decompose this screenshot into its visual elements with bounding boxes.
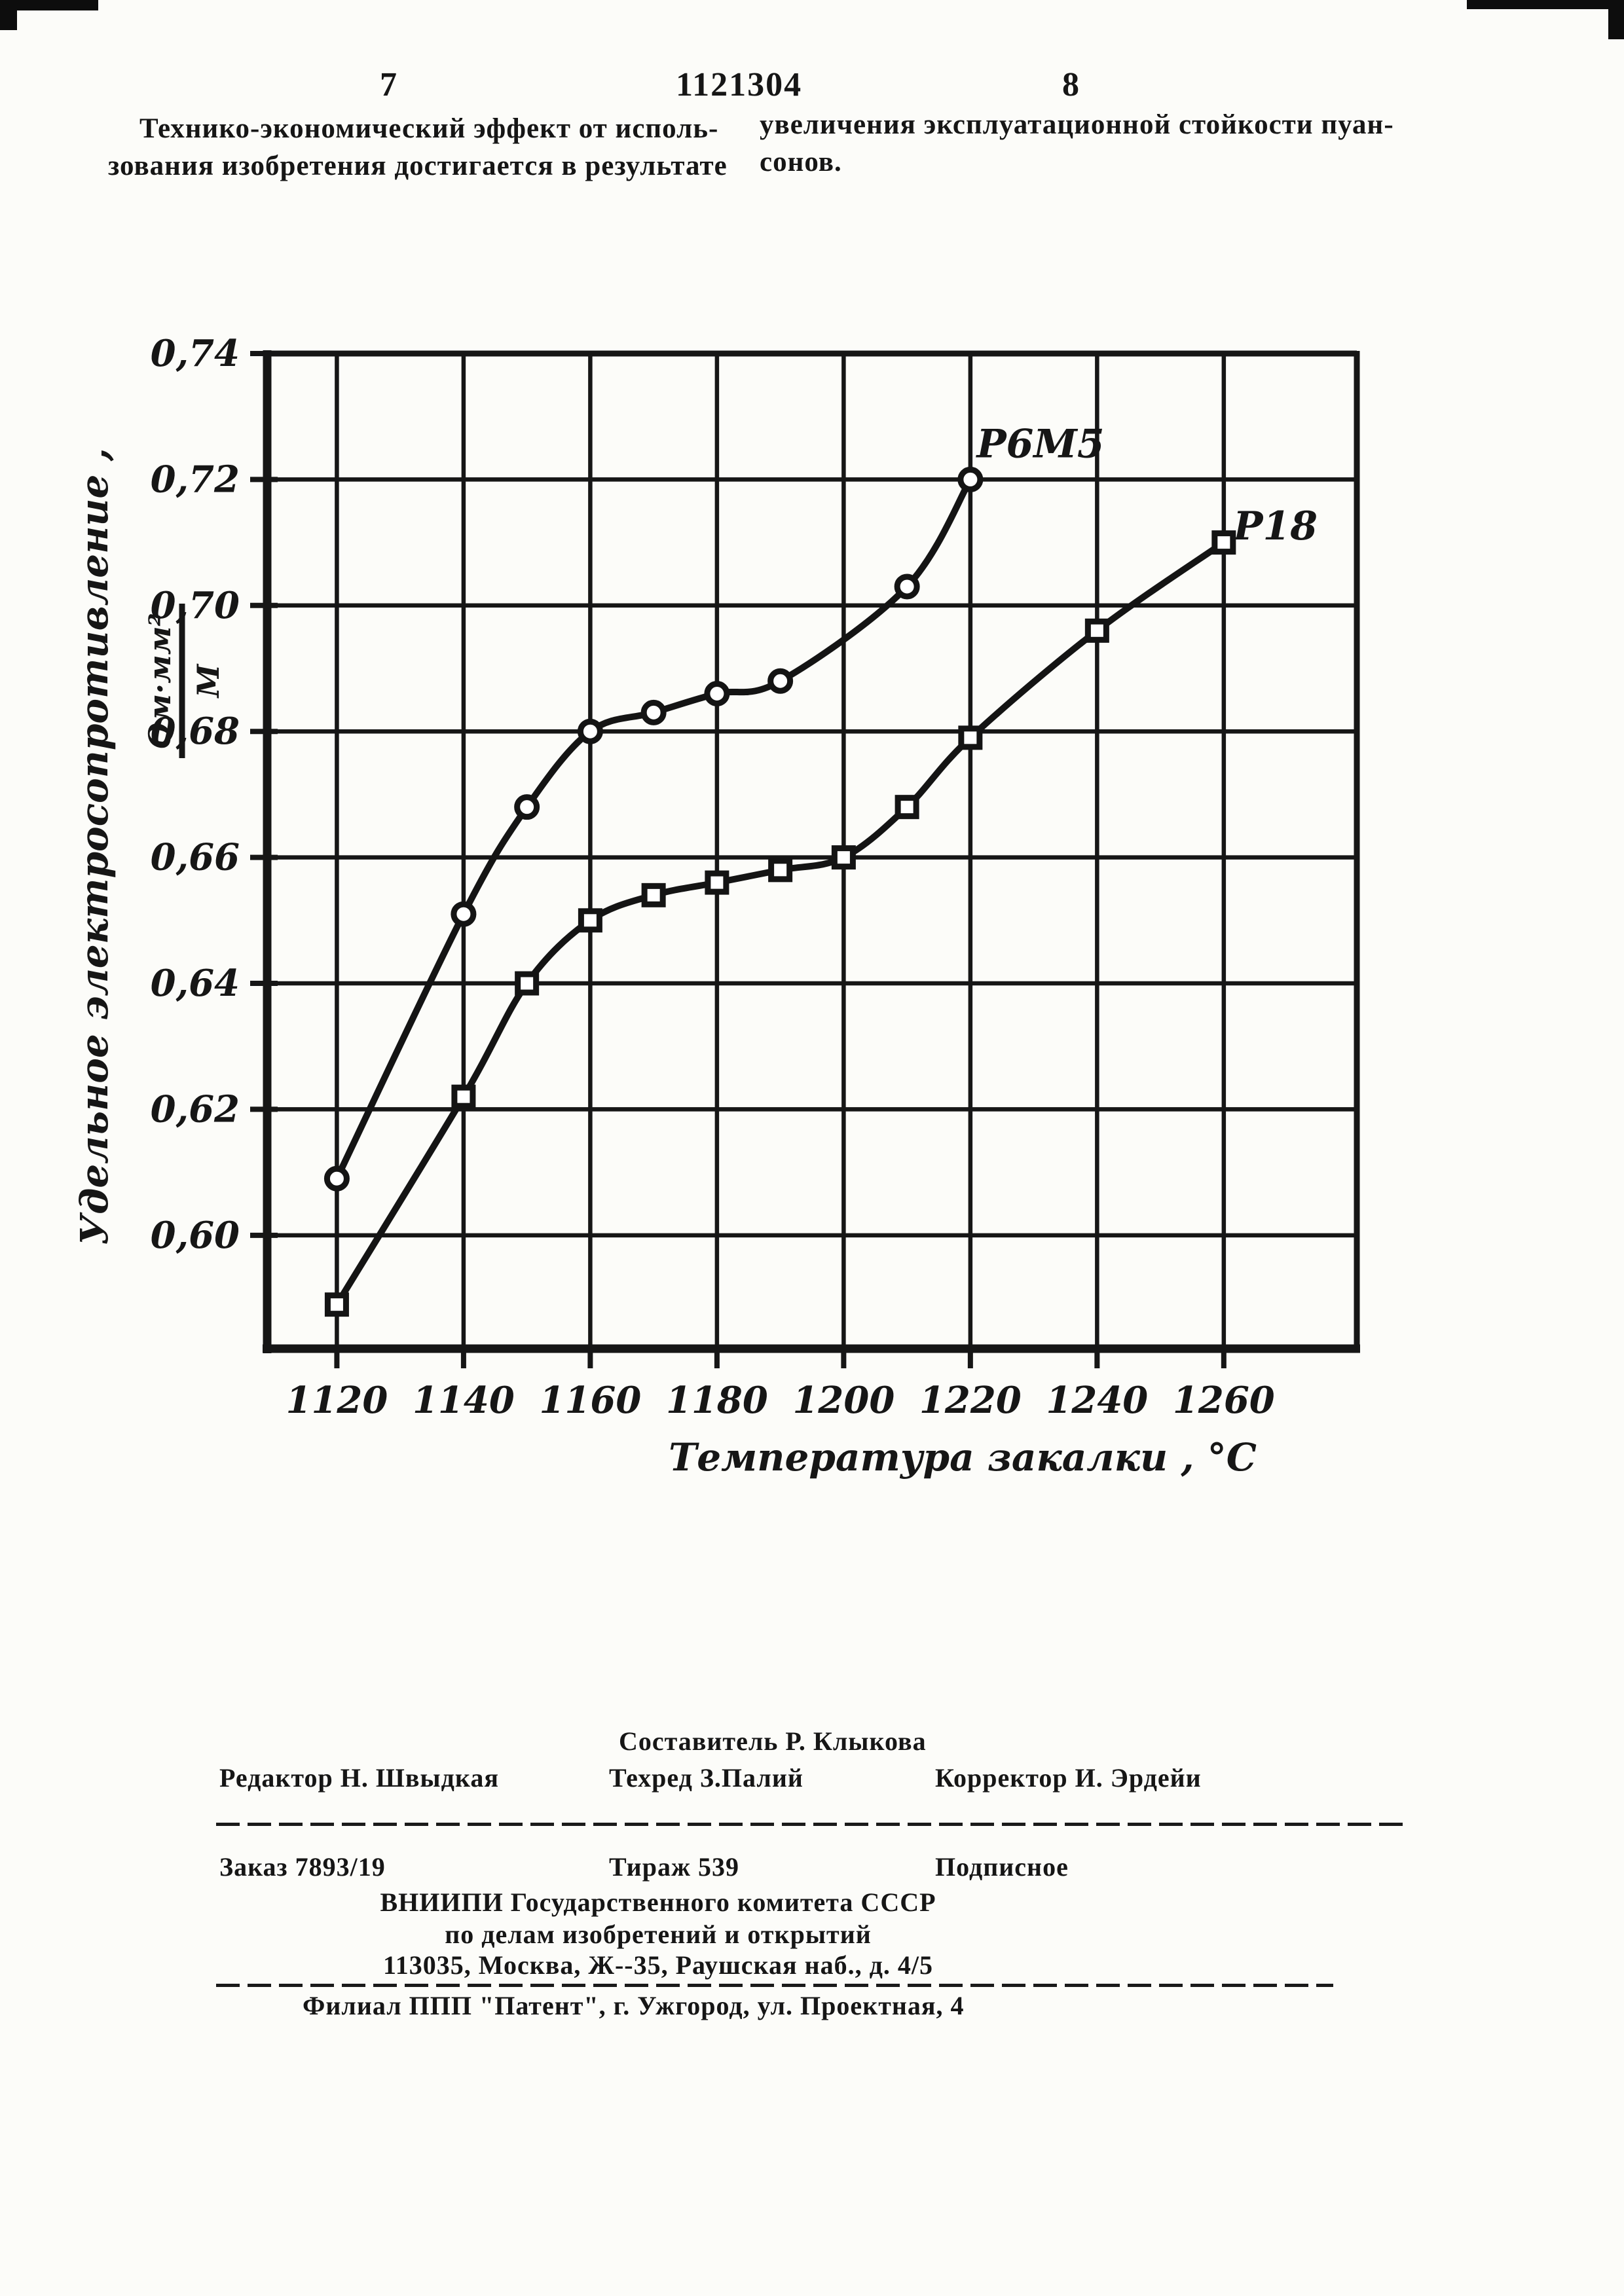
y-tick-label: 0,68 [150, 710, 240, 754]
patent-number: 1121304 [676, 66, 803, 103]
series-curve-p6m5 [337, 479, 970, 1178]
data-point-circle [897, 577, 917, 596]
y-tick-label: 0,66 [150, 835, 240, 879]
editor-credit: Редактор Н. Швыдкая [219, 1763, 499, 1793]
data-point-circle [961, 469, 980, 489]
series-label-p18: Р18 [1233, 503, 1318, 549]
data-point-square [644, 886, 663, 904]
y-tick-label: 0,70 [150, 583, 240, 627]
right-column-text [760, 106, 1394, 181]
print-run: Тираж 539 [609, 1852, 739, 1882]
data-point-circle [644, 702, 663, 722]
series-label-p6m5: Р6М5 [976, 421, 1105, 467]
org-dept-line: по делам изобретений и открытий [445, 1920, 872, 1949]
data-point-square [581, 911, 599, 930]
x-tick-label: 1120 [286, 1379, 388, 1422]
x-tick-label: 1260 [1172, 1379, 1275, 1422]
data-point-square [518, 974, 536, 993]
y-tick-label: 0,72 [150, 458, 240, 501]
x-tick-label: 1200 [792, 1379, 895, 1422]
data-point-square [898, 798, 916, 816]
divider-rule [216, 1984, 1333, 1987]
y-tick-labels [151, 332, 240, 1257]
data-point-square [961, 729, 980, 747]
techred-credit: Техред З.Палий [609, 1763, 803, 1793]
scan-artifact [1608, 0, 1624, 39]
paragraph-line: увеличения эксплуатационной стойкости пуан- [760, 109, 1394, 140]
paragraph-line: зования изобретения достигается в результате [108, 151, 728, 181]
paragraph-line: Технико-экономический эффект от исполь- [139, 113, 719, 144]
data-point-square [327, 1296, 346, 1314]
x-tick-label: 1140 [412, 1379, 515, 1422]
order-number: Заказ 7893/19 [219, 1852, 386, 1882]
y-tick-label: 0,60 [150, 1213, 240, 1257]
data-point-square [771, 861, 790, 879]
y-tick-label: 0,64 [150, 962, 240, 1006]
divider-rule [216, 1823, 1409, 1826]
scan-artifact [1467, 0, 1624, 9]
figure-area [39, 288, 1519, 1512]
chart-gridlines [267, 351, 1357, 1349]
series-labels [976, 422, 1318, 549]
scan-artifact [0, 0, 17, 30]
data-point-square [834, 848, 853, 867]
data-point-square [708, 873, 726, 892]
right-page-number: 8 [1062, 66, 1080, 103]
resistivity-vs-temperature-chart [39, 288, 1519, 1512]
unit-denominator: М [191, 664, 226, 698]
branch-line: Филиал ППП "Патент", г. Ужгород, ул. Проектная, 4 [303, 1991, 965, 2020]
x-tick-label: 1160 [539, 1379, 642, 1422]
org-name-line: ВНИИПИ Государственного комитета СССР [380, 1887, 936, 1917]
x-axis-title: Температура закалки , °С [669, 1435, 1257, 1480]
data-point-square [1088, 621, 1106, 640]
y-tick-label: 0,74 [150, 332, 240, 375]
data-point-circle [454, 904, 473, 924]
data-point-square [1215, 534, 1233, 552]
left-column-text [108, 110, 728, 185]
left-page-number: 7 [380, 66, 398, 103]
data-point-circle [517, 797, 537, 817]
paragraph-line: сонов. [760, 147, 842, 177]
y-tick-label: 0,62 [150, 1087, 240, 1131]
compiler-credit: Составитель Р. Клыкова [619, 1726, 927, 1756]
x-tick-label: 1240 [1046, 1379, 1149, 1422]
data-point-square [454, 1087, 473, 1106]
data-point-circle [707, 683, 727, 703]
data-point-circle [327, 1169, 346, 1188]
x-tick-labels [286, 1379, 1274, 1422]
data-point-circle [580, 721, 600, 741]
unit-numerator: Ом·мм² [142, 613, 177, 749]
data-point-circle [771, 671, 790, 691]
org-address-line: 113035, Москва, Ж--35, Раушская наб., д. 4/5 [382, 1950, 933, 1980]
x-tick-label: 1220 [919, 1379, 1022, 1422]
subscription-note: Подписное [935, 1852, 1069, 1882]
y-axis-title-text: Удельное электросопротивление , [72, 448, 117, 1245]
corrector-credit: Корректор И. Эрдейи [935, 1763, 1202, 1793]
x-tick-label: 1180 [665, 1379, 768, 1422]
